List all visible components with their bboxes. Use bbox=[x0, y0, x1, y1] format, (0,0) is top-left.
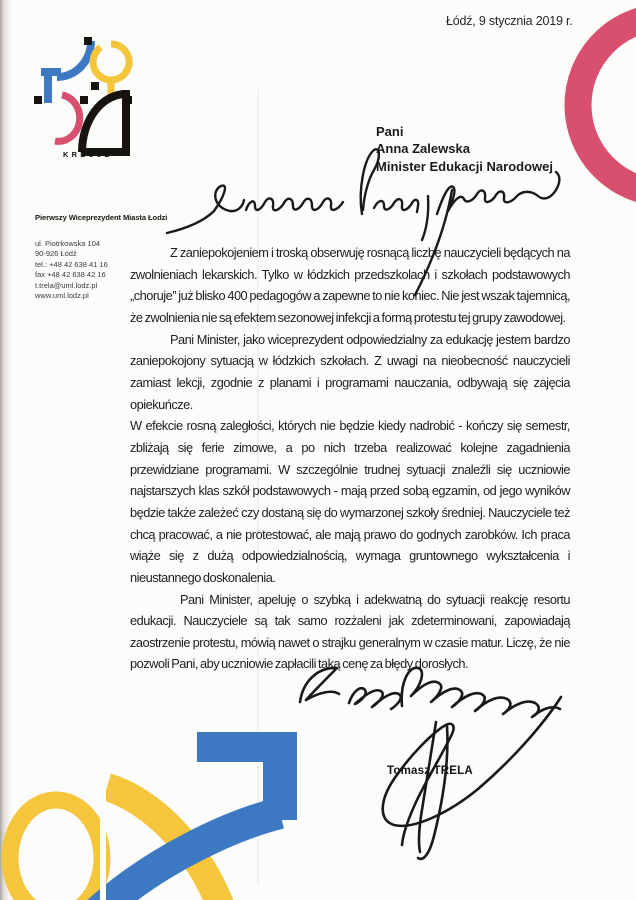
paragraph: W efekcie rosną zaległości, których nie będzie kiedy nadrobić - kończy się semestr, zbliżają się ferie zimowe, a po nich trzeba realizować kolejne zagadnienia przewidziane programami. W szczególnie trudnej sytuacji znaleźli się uczniowie najstarszych klas szkół podstawowych - mają przed sobą egzamin, od jego wyników będzie także zależeć czy dostaną się do wymarzonej szkoły średniej. Nauczyciele też chcą pracować, a nie protestować, ale mają prawo do godnych zarobków. Ich praca wiąże się z dużą odpowiedzialnością, wymaga gruntownego wykształcenia i nieustannego doskonalenia. bbox=[130, 418, 570, 585]
letter-body bbox=[130, 242, 570, 675]
decor-logo-fragment-icon bbox=[0, 700, 330, 900]
sender-address-line: tel.: +48 42 638 41 16 bbox=[35, 259, 108, 269]
recipient-line: Pani bbox=[376, 124, 404, 139]
recipient-line: Anna Zalewska bbox=[376, 141, 470, 157]
letter-date: Łódź, 9 stycznia 2019 r. bbox=[446, 14, 573, 28]
signatory-name: Tomasz TRELA bbox=[387, 765, 473, 777]
sender-address-line: t.trela@uml.lodz.pl bbox=[35, 280, 98, 290]
decor-ring-pink-icon bbox=[556, 0, 636, 214]
sender-address-line: 90-926 Łódź bbox=[35, 249, 77, 259]
paragraph: Pani Minister, jako wiceprezydent odpowiedzialny za edukację jestem bardzo zaniepokojony sytuacją w łódzkich szkołach. Z uwagi na nieobecność nauczycieli zamiast lekcji, zgodnie z planami i programami nauczania, odbywają się zajęcia opiekuńcze. bbox=[130, 331, 570, 412]
recipient-line: Minister Edukacji Narodowej bbox=[376, 158, 553, 174]
sender-address-line: www.uml.lodz.pl bbox=[35, 291, 89, 301]
recipient-block bbox=[376, 123, 553, 175]
sender-title: Pierwszy Wiceprezydent Miasta Łodzi bbox=[35, 213, 168, 222]
sender-address-line: fax +48 42 638 42 16 bbox=[35, 270, 106, 280]
paragraph: Pani Minister, apeluję o szybką i adekwatną do sytuacji reakcję resortu edukacji. Nauczyciele są tak samo rozżaleni jak zdeterminowani, zapowiadają zaostrzenie protestu, mówią nawet o strajku generalnym w czasie matur. Liczę, że nie pozwoli Pani, aby uczniowie zapłacili taką cenę za błędy dorosłych. bbox=[130, 591, 570, 672]
sender-address-line: ul. Piotrkowska 104 bbox=[35, 239, 101, 248]
lodz-kreuje-logo bbox=[33, 37, 143, 172]
paragraph: Z zaniepokojeniem i troską obserwuję rosnącą liczbę nauczycieli będących na zwolnieniach lekarskich. Tylko w łódzkich przedszkolach i szkołach podstawowych „choruje” już blisko 400 pedagogów a zapewne to nie koniec. Nie jest wszak tajemnicą, że zwolnienia nie są efektem sezonowej infekcji a formą protestu tej grupy zawodowej. bbox=[130, 245, 570, 325]
logo-wordmark: KREUJE bbox=[63, 150, 113, 159]
signature-script bbox=[300, 668, 561, 859]
